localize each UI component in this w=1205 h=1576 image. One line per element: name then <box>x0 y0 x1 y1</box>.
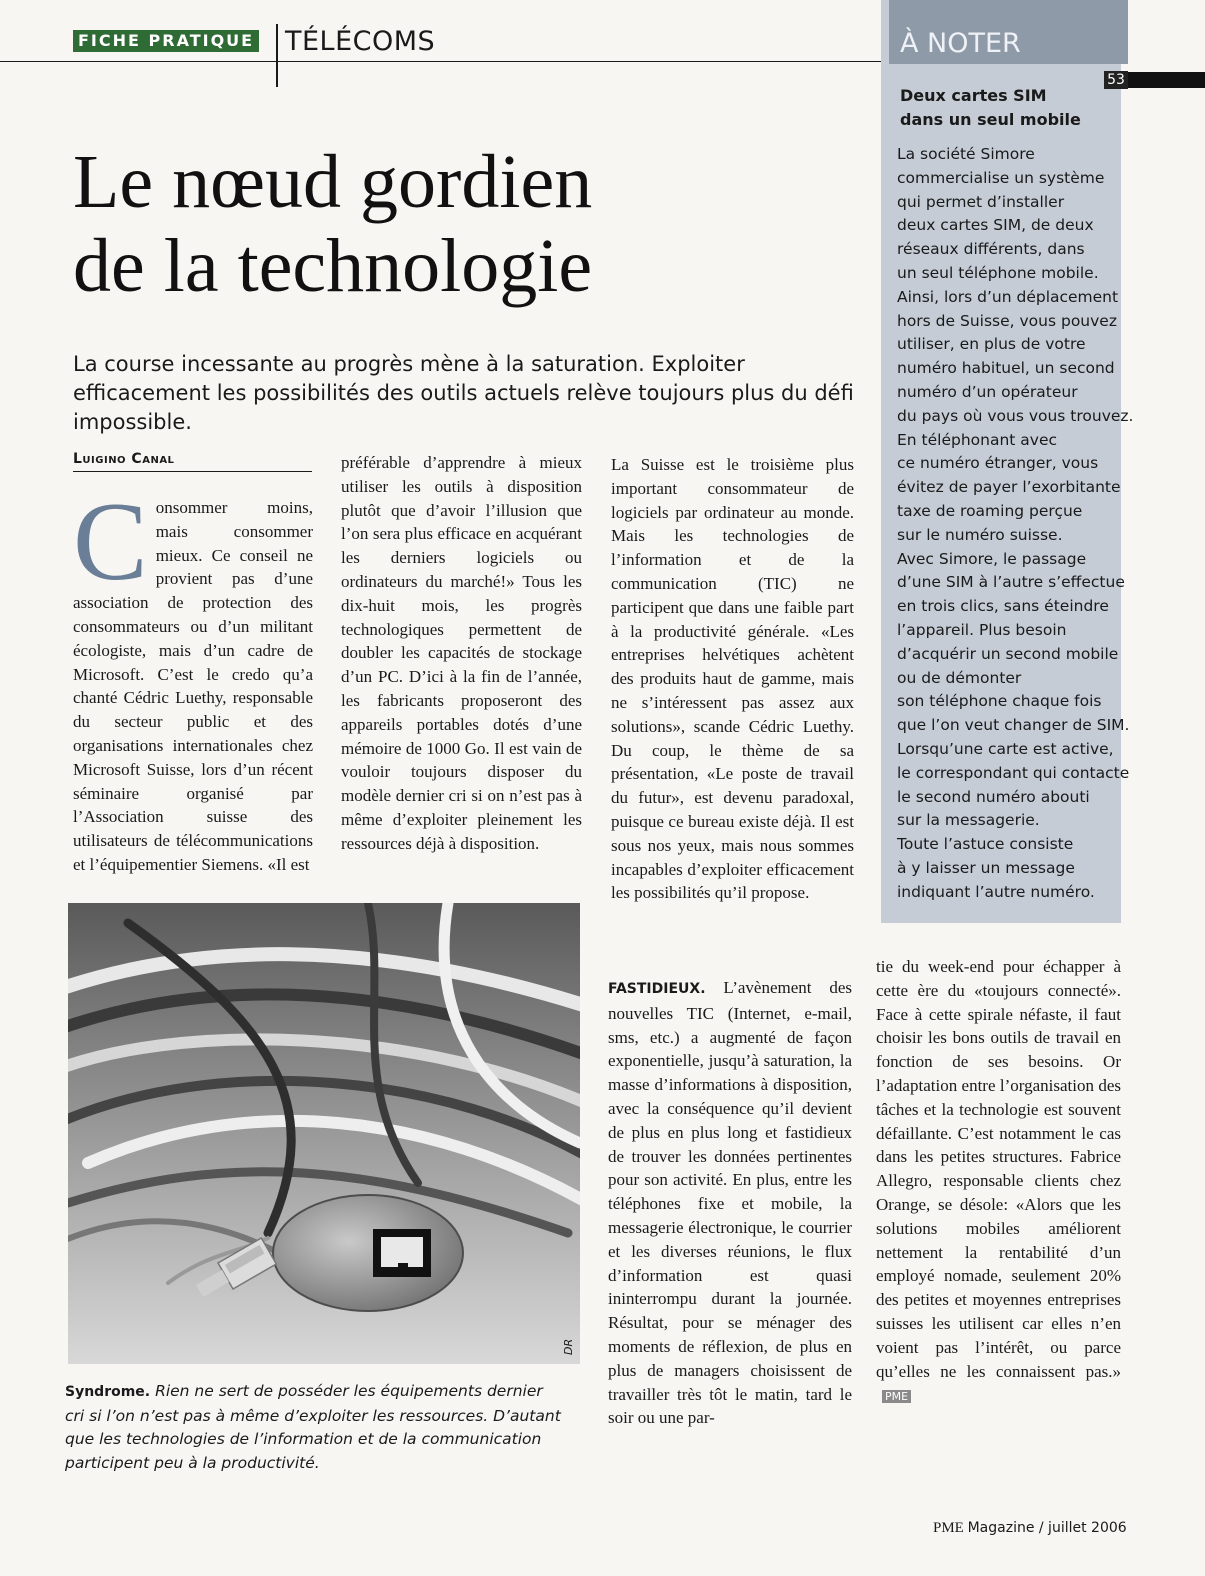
page-number-bar <box>1128 72 1205 88</box>
photo-caption <box>65 1380 565 1475</box>
page-number: 53 <box>1104 71 1128 89</box>
sidebar-line: ce numéro étranger, vous <box>897 454 1099 473</box>
header-rule <box>0 61 890 62</box>
footer-pme: PME <box>933 1520 964 1536</box>
sidebar-line: qui permet d’installer <box>897 192 1065 211</box>
sidebar-label: À NOTER <box>900 28 1021 59</box>
sidebar-line: d’acquérir un second mobile <box>897 644 1119 663</box>
subhead: FASTIDIEUX. <box>608 981 706 997</box>
sidebar-line: deux cartes SIM, de deux <box>897 216 1094 235</box>
cables-illustration <box>68 903 580 1364</box>
article-lead: La course incessante au progrès mène à la saturation. Exploiter efficacement les possibilités des outils actuels relève toujours plus du défi impossible. <box>73 352 854 434</box>
sidebar-line: hors de Suisse, vous pouvez <box>897 311 1117 330</box>
sidebar-line: taxe de roaming perçue <box>897 501 1083 520</box>
sidebar-title <box>900 84 1115 132</box>
body-column-4 <box>876 955 1121 1407</box>
sidebar-line: Toute l’astuce consiste <box>897 835 1074 854</box>
sidebar-line: Lorsqu’une carte est active, <box>897 739 1114 758</box>
section-title: TÉLÉCOMS <box>285 26 436 57</box>
header-divider <box>276 24 278 87</box>
body-column-3: La Suisse est le troisième plus important consommateur de logiciels par ordinateur au monde. Mais les technologies de l’information et de la communication (TIC) ne participent que dans une faible part à la productivité générale. «Les entreprises helvétiques achètent des produits haut de gamme, mais ne s’intéressent pas assez aux solutions», scande Cédric Luethy. Du coup, le thème de sa présentation, «Le poste de travail du futur», est devenu paradoxal, puisque ce bureau existe déjà. Il est sous nos yeux, mais nous sommes incapables d’exploiter efficacement les possibilités qu’il propose. <box>611 455 854 903</box>
author-byline: Luigino Canal <box>73 451 312 472</box>
sidebar-title-line1: Deux cartes SIM <box>900 86 1047 105</box>
sidebar-line: sur le numéro suisse. <box>897 525 1063 544</box>
sidebar-line: numéro d’un opérateur <box>897 382 1078 401</box>
caption-runin: Syndrome. <box>65 1384 151 1400</box>
sidebar-line: En téléphonant avec <box>897 430 1058 449</box>
sidebar-line: l’appareil. Plus besoin <box>897 620 1067 639</box>
sidebar-line: commercialise un système <box>897 168 1105 187</box>
sidebar-line: utiliser, en plus de votre <box>897 335 1086 354</box>
caption-text: Rien ne sert de posséder les équipements dernier cri si l’on n’est pas à même d’exploiter les ressources. D’autant que les technologies de l’information et de la communication participent peu à la productivité. <box>65 1382 561 1472</box>
sidebar-line: le second numéro abouti <box>897 787 1090 806</box>
sidebar-line: La société Simore <box>897 145 1035 163</box>
end-logo: PME <box>882 1390 911 1403</box>
sidebar-line: à y laisser un message <box>897 858 1075 877</box>
sidebar-line: en trois clics, sans éteindre <box>897 597 1109 616</box>
section-kicker: FICHE PRATIQUE <box>73 30 259 52</box>
cables-photo <box>68 903 580 1364</box>
article-headline <box>73 140 873 308</box>
sidebar-title-line2: dans un seul mobile <box>900 110 1081 129</box>
drop-cap: C <box>73 480 148 604</box>
footer-issue: Magazine / juillet 2006 <box>967 1520 1127 1536</box>
sidebar-line: réseaux différents, dans <box>897 240 1085 259</box>
sidebar-line: indiquant l’autre numéro. <box>897 882 1095 901</box>
sidebar-line: numéro habituel, un second <box>897 359 1115 378</box>
headline-line2: de la technologie <box>73 224 593 308</box>
page-footer <box>933 1520 1127 1537</box>
body-column-1-text: onsommer moins, mais consommer mieux. Ce conseil ne provient pas d’une association de protection des consommateurs ou d’un militant écologiste, mais d’un cadre de Microsoft. C’est le credo qu’a chanté Cédric Luethy, responsable du secteur public et des organisations internationales chez Microsoft Suisse, lors d’un récent séminaire organisé par l’Association suisse des utilisateurs de télécommunications et l’équipementier Siemens. «Il est <box>73 498 313 874</box>
sidebar-line: un seul téléphone mobile. <box>897 263 1099 282</box>
sidebar-line: Avec Simore, le passage <box>897 549 1087 568</box>
sidebar-line: Ainsi, lors d’un déplacement <box>897 287 1119 306</box>
sidebar-line: sur la messagerie. <box>897 811 1040 830</box>
sidebar-line: ou de démonter <box>897 668 1022 687</box>
headline-line1: Le nœud gordien <box>73 140 593 224</box>
photo-credit: DR <box>562 1338 575 1355</box>
body-column-1 <box>73 480 313 877</box>
sidebar-line: d’une SIM à l’autre s’effectue <box>897 573 1125 592</box>
sidebar-line: le correspondant qui contacte <box>897 763 1130 782</box>
body-column-4-text: tie du week-end pour échapper à cette ère du «toujours connecté». Face à cette spirale néfaste, il faut choisir les bons outils de travail en fonction de ses besoins. Or l’adaptation entre l’organisation des tâches et la technologie est souvent défaillante. C’est notamment le cas dans les petites structures. Fabrice Allegro, responsable clients chez Orange, se désole: «Alors que les solutions mobiles améliorent nettement la rentabilité d’un employé nomade, seulement 20% des petites et moyennes entreprises suisses les utilisent car elles n’en voient pas l’intérêt, ou parce qu’elles ne les connaissent pas.» <box>876 957 1121 1381</box>
sidebar-line: évitez de payer l’exorbitante <box>897 478 1121 497</box>
sidebar-line: son téléphone chaque fois <box>897 692 1102 711</box>
sidebar-line: du pays où vous vous trouvez. <box>897 406 1134 425</box>
body-column-3-continued-text: L’avènement des nouvelles TIC (Internet, e-mail, sms, etc.) a augmenté de façon exponentielle, jusqu’à saturation, la masse d’informations à disposition, avec la conséquence qu’il devient de plus en plus long et fastidieux de trouver les données pertinentes pour son activité. En plus, entre les téléphones fixe et mobile, la messagerie électronique, le courrier et les diverses réunions, le flux d’information est quasi ininterrompu durant la journée. Résultat, pour se ménager des moments de réflexion, de plus en plus de managers choisissent de travailler très tôt le matin, tard le soir ou une par- <box>608 978 853 1428</box>
body-column-3-continued <box>608 976 852 1430</box>
sidebar-line: que l’on veut changer de SIM. <box>897 716 1130 735</box>
sidebar-text <box>897 143 1134 905</box>
body-column-2: préférable d’apprendre à mieux utiliser les outils à disposition plutôt que d’avoir l’illusion que l’on sera plus efficace en acquérant les derniers logiciels ou ordinateurs du marché!» Tous les dix-huit mois, les progrès technologiques permettent de doubler les capacités de stockage d’un PC. D’ici à la fin de l’année, les fabricants proposeront des appareils portables dotés d’une mémoire de 1000 Go. Il est vain de vouloir toujours disposer du modèle dernier cri si on n’est pas à même d’exploiter pleinement les ressources déjà à disposition. <box>341 453 582 853</box>
